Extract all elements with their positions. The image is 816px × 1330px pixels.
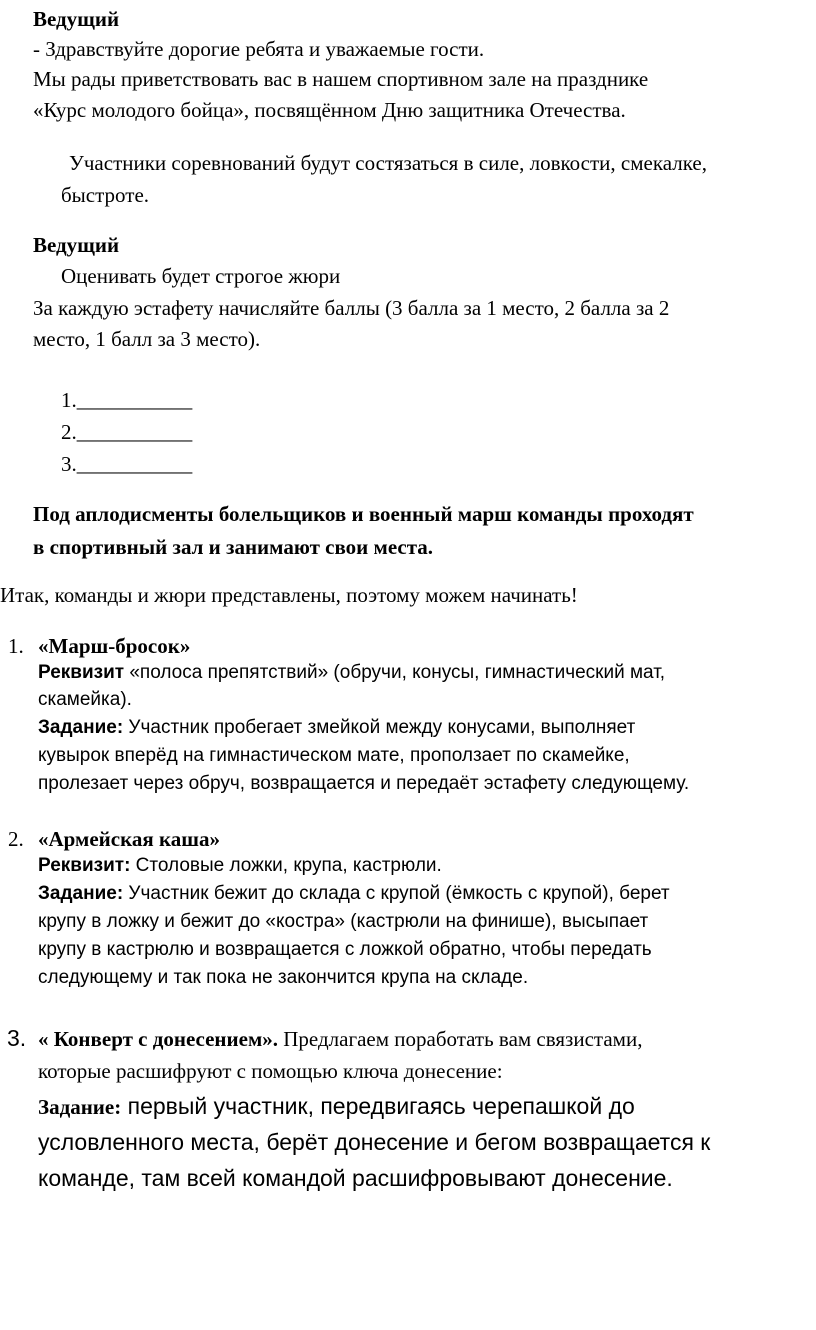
greeting-line: - Здравствуйте дорогие ребята и уважаемые гости. bbox=[33, 37, 485, 61]
welcome-line-1: Мы рады приветствовать вас в нашем спортивном зале на празднике bbox=[33, 67, 649, 91]
blank-line-1: 1.___________ bbox=[61, 388, 193, 412]
relay-1-props-label: Реквизит bbox=[38, 662, 125, 683]
relay-1-task bbox=[38, 714, 635, 741]
relay-1-props bbox=[38, 659, 665, 686]
welcome-line-2: «Курс молодого бойца», посвящённом Дню защитника Отечества. bbox=[33, 98, 626, 122]
points-line-2: место, 1 балл за 3 место). bbox=[33, 327, 261, 351]
relay-1-task-label: Задание: bbox=[38, 717, 124, 738]
relay-3-task-label: Задание: bbox=[38, 1095, 122, 1119]
relay-1-task-line-2: кувырок вперёд на гимнастическом мате, проползает по скамейке, bbox=[38, 745, 630, 766]
relay-2-task-line-4: следующему и так пока не закончится крупа на складе. bbox=[38, 967, 529, 988]
relay-2-task-line-3: крупу в кастрюлю и возвращается с ложкой обратно, чтобы передать bbox=[38, 939, 652, 960]
relay-1-props-text: «полоса препятствий» (обручи, конусы, гимнастический мат, bbox=[124, 662, 666, 683]
host-heading-2: Ведущий bbox=[33, 233, 120, 257]
relay-3-title: « Конверт с донесением». bbox=[38, 1027, 279, 1051]
march-line-1: Под аплодисменты болельщиков и военный марш команды проходят bbox=[33, 502, 694, 526]
start-line: Итак, команды и жюри представлены, поэтому можем начинать! bbox=[0, 583, 578, 607]
blank-line-3: 3.___________ bbox=[61, 452, 193, 476]
relay-3-task bbox=[38, 1089, 635, 1124]
relay-2-props-text: Столовые ложки, крупа, кастрюли. bbox=[130, 855, 442, 876]
relay-2-task bbox=[38, 880, 670, 907]
participants-line-2: быстроте. bbox=[61, 183, 150, 207]
relay-3-intro-line-2: которые расшифруют с помощью ключа донесение: bbox=[38, 1059, 503, 1083]
relay-2-task-label: Задание: bbox=[38, 883, 124, 904]
relay-3-number: 3. bbox=[7, 1025, 27, 1051]
march-line-2: в спортивный зал и занимают свои места. bbox=[33, 535, 434, 559]
relay-2-props bbox=[38, 852, 442, 879]
relay-1-task-text: Участник пробегает змейкой между конусами, выполняет bbox=[123, 717, 636, 738]
blank-line-2: 2.___________ bbox=[61, 420, 193, 444]
relay-1-number: 1. bbox=[8, 634, 24, 658]
points-line-1: За каждую эстафету начисляйте баллы (3 балла за 1 место, 2 балла за 2 bbox=[33, 296, 670, 320]
participants-line-1: Участники соревнований будут состязаться в силе, ловкости, смекалке, bbox=[69, 151, 707, 175]
relay-2-task-line-2: крупу в ложку и бежит до «костра» (кастрюли на финише), высыпает bbox=[38, 911, 649, 932]
relay-3-task-line-3: команде, там всей командой расшифровывают донесение. bbox=[38, 1165, 673, 1191]
jury-line: Оценивать будет строгое жюри bbox=[61, 264, 341, 288]
relay-2-task-text: Участник бежит до склада с крупой (ёмкость с крупой), берет bbox=[123, 883, 670, 904]
relay-3-header bbox=[38, 1024, 642, 1054]
relay-2-title: «Армейская каша» bbox=[38, 827, 220, 851]
relay-3-task-line-2: условленного места, берёт донесение и бегом возвращается к bbox=[38, 1129, 711, 1155]
relay-3-task-text: первый участник, передвигаясь черепашкой до bbox=[121, 1093, 635, 1119]
relay-1-task-line-3: пролезает через обруч, возвращается и передаёт эстафету следующему. bbox=[38, 773, 690, 794]
host-heading-1: Ведущий bbox=[33, 7, 120, 31]
relay-2-number: 2. bbox=[8, 827, 24, 851]
relay-2-props-label: Реквизит: bbox=[38, 855, 131, 876]
relay-1-title: «Марш-бросок» bbox=[38, 634, 191, 658]
relay-3-intro-text: Предлагаем поработать вам связистами, bbox=[278, 1027, 643, 1051]
relay-1-props-line-2: скамейка). bbox=[38, 689, 132, 710]
